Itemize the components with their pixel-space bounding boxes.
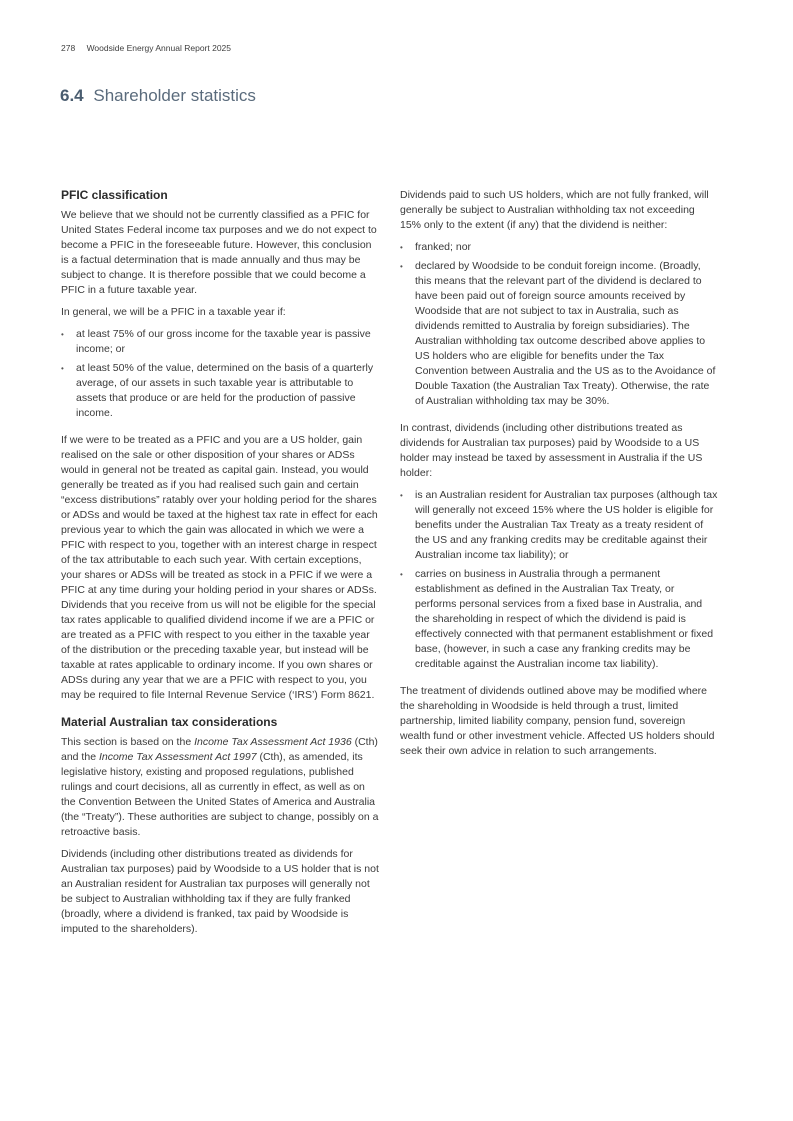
withholding-bullet-list [400, 240, 718, 409]
section-number: 6.4 [60, 86, 84, 105]
tax-paragraph-1: This section is based on the Income Tax Assessment Act 1936 (Cth) and the Income Tax Assessment Act 1997 (Cth), as amended, its legislative history, existing and proposed regulations, published rulings and court decisions, all as currently in effect, as well as on the Convention Between the United States of America and Australia (the “Treaty”). These authorities are subject to change, possibly on a retroactive basis. [61, 736, 379, 838]
pfic-paragraph-1: We believe that we should not be currently classified as a PFIC for United States Federal income tax purposes and we do not expect to become a PFIC in the foreseeable future. However, this conclusion is a factual determination that is made annually and thus may be subject to change. It is therefore possible that we could become a PFIC in a future taxable year. [61, 209, 377, 296]
assessment-bullet-list [400, 488, 718, 672]
treatment-paragraph: The treatment of dividends outlined above may be modified where the shareholding in Woodside is held through a trust, limited partnership, limited liability company, pension fund, sovereign wealth fund or other investment vehicle. Affected US holders should seek their own advice in relation to such arrangements. [400, 685, 715, 757]
act-1936: Income Tax Assessment Act 1936 [194, 736, 352, 748]
list-item: • declared by Woodside to be conduit foreign income. (Broadly, this means that the relevant part of the dividend is declared to have been paid out of foreign source amounts received by Woodside that are not subject to tax in Australia, such as dividends remitted to Australia by foreign subsidiaries). The Australian withholding tax outcome described above applies to US holders who are eligible for benefits under the Tax Convention between Australia and the US as to the Avoidance of Double Taxation (the Australian Tax Treaty). Otherwise, the rate of Australian withholding tax may be 30%. [400, 259, 718, 409]
withholding-paragraph: Dividends paid to such US holders, which are not fully franked, will generally be subject to Australian withholding tax not exceeding 15% only to the extent (if any) that the dividend is neither: [400, 189, 709, 231]
page-header [61, 43, 231, 53]
list-item: • is an Australian resident for Australian tax purposes (although tax will generally not exceed 15% where the US holder is eligible for benefits under the Australian Tax Treaty as a treaty resident of the US and any franking credits may be creditable against their Australian income tax liability); or [400, 488, 718, 563]
report-title: Woodside Energy Annual Report 2025 [86, 43, 232, 53]
pfic-bullet-list [61, 327, 379, 421]
assessment-paragraph: In contrast, dividends (including other distributions treated as dividends for Australian tax purposes) paid by Woodside to a US holder may instead be taxed by assessment in Australia if the US holder: [400, 422, 703, 479]
pfic-heading: PFIC classification [61, 188, 168, 202]
pfic-paragraph-2: In general, we will be a PFIC in a taxable year if: [61, 306, 286, 318]
section-title [60, 86, 256, 106]
list-item: • franked; nor [400, 240, 718, 255]
list-item: • at least 75% of our gross income for the taxable year is passive income; or [61, 327, 379, 357]
list-item: • carries on business in Australia through a permanent establishment as defined in the Australian Tax Treaty, or performs personal services from a fixed base in Australia, and the shareholding in respect of which the dividend is paid is effectively connected with that permanent establishment or fixed base, (however, in such a case any franking credits may be creditable against the Australian income tax liability). [400, 567, 718, 672]
act-1997: Income Tax Assessment Act 1997 [98, 751, 257, 763]
tax-paragraph-2: Dividends (including other distributions treated as dividends for Australian tax purposes) paid by Woodside to a US holder that is not an Australian resident for Australian tax purposes will generally not be subject to Australian withholding tax if they are fully franked (broadly, where a dividend is franked, tax paid by Woodside is imputed to the shareholders). [61, 848, 379, 935]
list-item: • at least 50% of the value, determined on the basis of a quarterly average, of our assets in such taxable year is attributable to assets that produce or are held for the production of passive income. [61, 361, 379, 421]
tax-heading: Material Australian tax considerations [61, 715, 278, 729]
right-column [400, 188, 718, 766]
section-title-text: Shareholder statistics [93, 86, 256, 105]
page-number: 278 [61, 43, 76, 53]
left-column [61, 188, 379, 944]
pfic-paragraph-3: If we were to be treated as a PFIC and you are a US holder, gain realised on the sale or other disposition of your shares or ADSs would in general not be treated as capital gain. Instead, you would generally be treated as if you had realised such gain and certain “excess distributions” ratably over your holding period for the shares or ADSs and would be taxed at the highest tax rate in effect for each previous year to which the gain was allocated in which we were a PFIC with respect to you, together with an interest charge in respect of the tax attributable to each such year. With certain exceptions, your shares or ADSs will be treated as stock in a PFIC if we were a PFIC at any time during your holding period in your shares or ADSs. Dividends that you receive from us will not be eligible for the special tax rates applicable to qualified dividend income if we are a PFIC or are treated as a PFIC with respect to you either in the taxable year of the distribution or the preceding taxable year, but instead will be taxable at rates applicable to ordinary income. If you own shares or ADSs during any year that we are a PFIC with respect to you, you may be required to file Internal Revenue Service (‘IRS’) Form 8621. [61, 434, 378, 701]
